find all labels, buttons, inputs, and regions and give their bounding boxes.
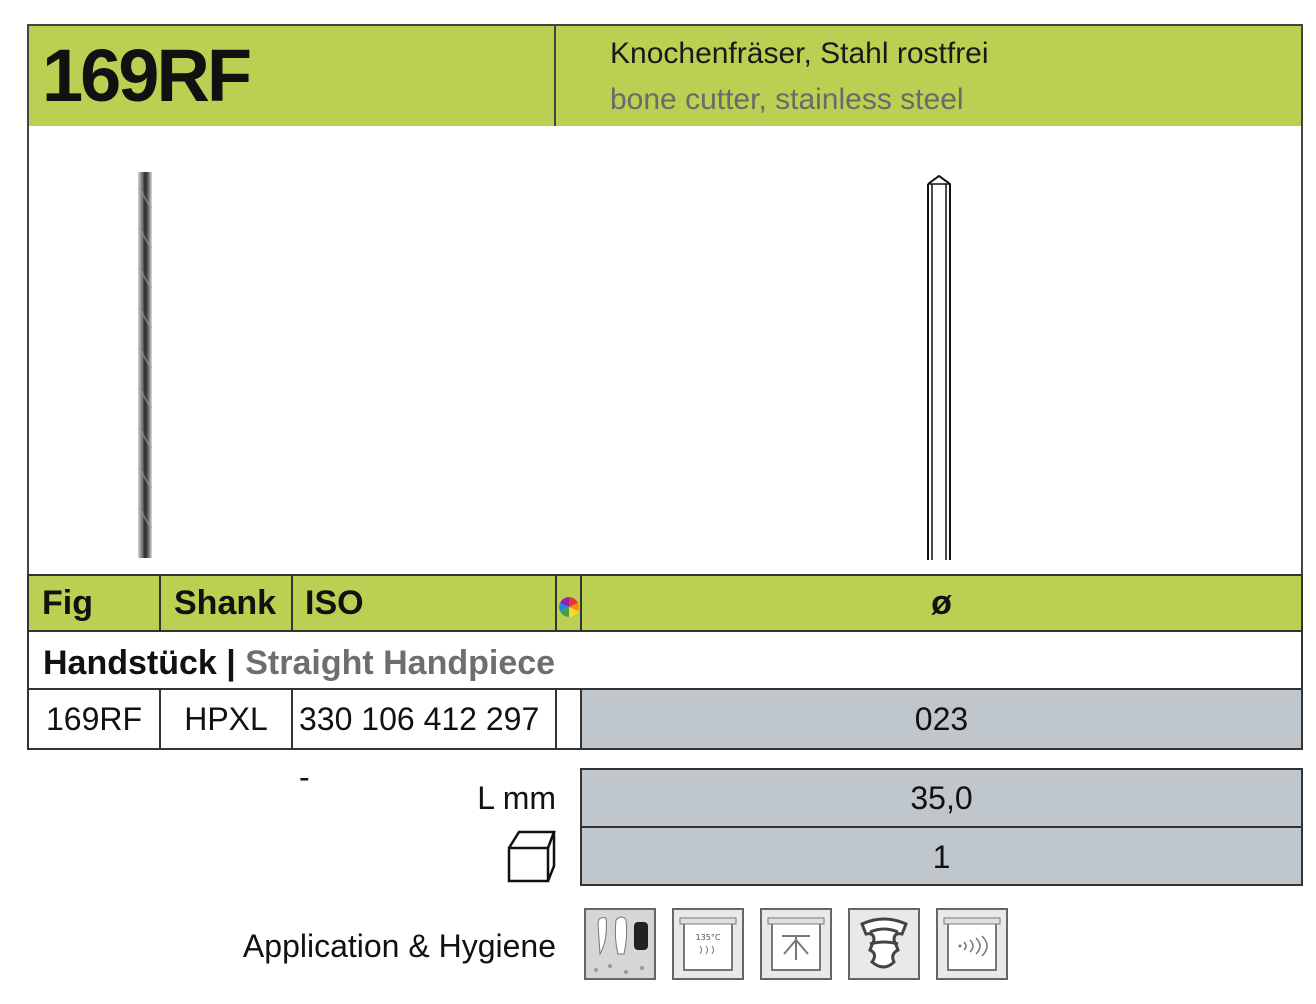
pack-value-box — [580, 826, 1303, 886]
product-code-title: 169RF — [42, 34, 250, 117]
length-label: L mm — [477, 780, 556, 816]
cell-fig — [27, 690, 161, 750]
cell-shank-value: HPXL — [184, 701, 268, 737]
bur-photo — [120, 168, 180, 560]
bone-application-icon — [848, 908, 920, 980]
pack-value: 1 — [932, 839, 951, 875]
ultrasonic-bath-icon — [936, 908, 1008, 980]
application-icon — [584, 908, 656, 980]
description-german: Knochenfräser, Stahl rostfrei — [610, 37, 989, 70]
sterilizer-135c-icon — [672, 908, 744, 980]
application-hygiene-label: Application & Hygiene — [242, 928, 556, 964]
cell-iso — [291, 690, 557, 795]
column-header-shank-label: Shank — [174, 584, 277, 622]
section-title-en: Straight Handpiece — [245, 644, 556, 682]
svg-text:135°C: 135°C — [695, 933, 721, 942]
section-title-de: Handstück | — [43, 644, 236, 682]
bur-line-drawing — [910, 172, 970, 562]
cell-fig-value: 169RF — [45, 701, 143, 737]
cell-color — [555, 690, 582, 750]
color-wheel-icon — [558, 596, 580, 618]
column-header-shank — [159, 574, 293, 632]
column-header-fig-label: Fig — [42, 584, 93, 622]
cell-shank — [159, 690, 293, 750]
cell-diameter-value: 023 — [914, 701, 969, 737]
header-divider — [554, 24, 556, 126]
column-header-diameter-label: ø — [931, 584, 952, 622]
column-header-diameter — [580, 574, 1303, 632]
length-value: 35,0 — [910, 780, 973, 816]
product-image-area — [27, 126, 1303, 574]
section-title — [43, 640, 555, 686]
cell-diameter — [580, 690, 1303, 750]
length-value-box — [580, 768, 1303, 828]
description-english: bone cutter, stainless steel — [610, 83, 964, 116]
column-header-iso-label: ISO — [305, 584, 364, 622]
column-header-iso — [291, 574, 557, 632]
package-box-icon — [506, 828, 556, 884]
column-header-fig — [27, 574, 161, 632]
column-header-color — [555, 574, 582, 632]
thermo-disinfector-icon — [760, 908, 832, 980]
cell-iso-value: 330 106 412 297 - — [299, 701, 540, 795]
